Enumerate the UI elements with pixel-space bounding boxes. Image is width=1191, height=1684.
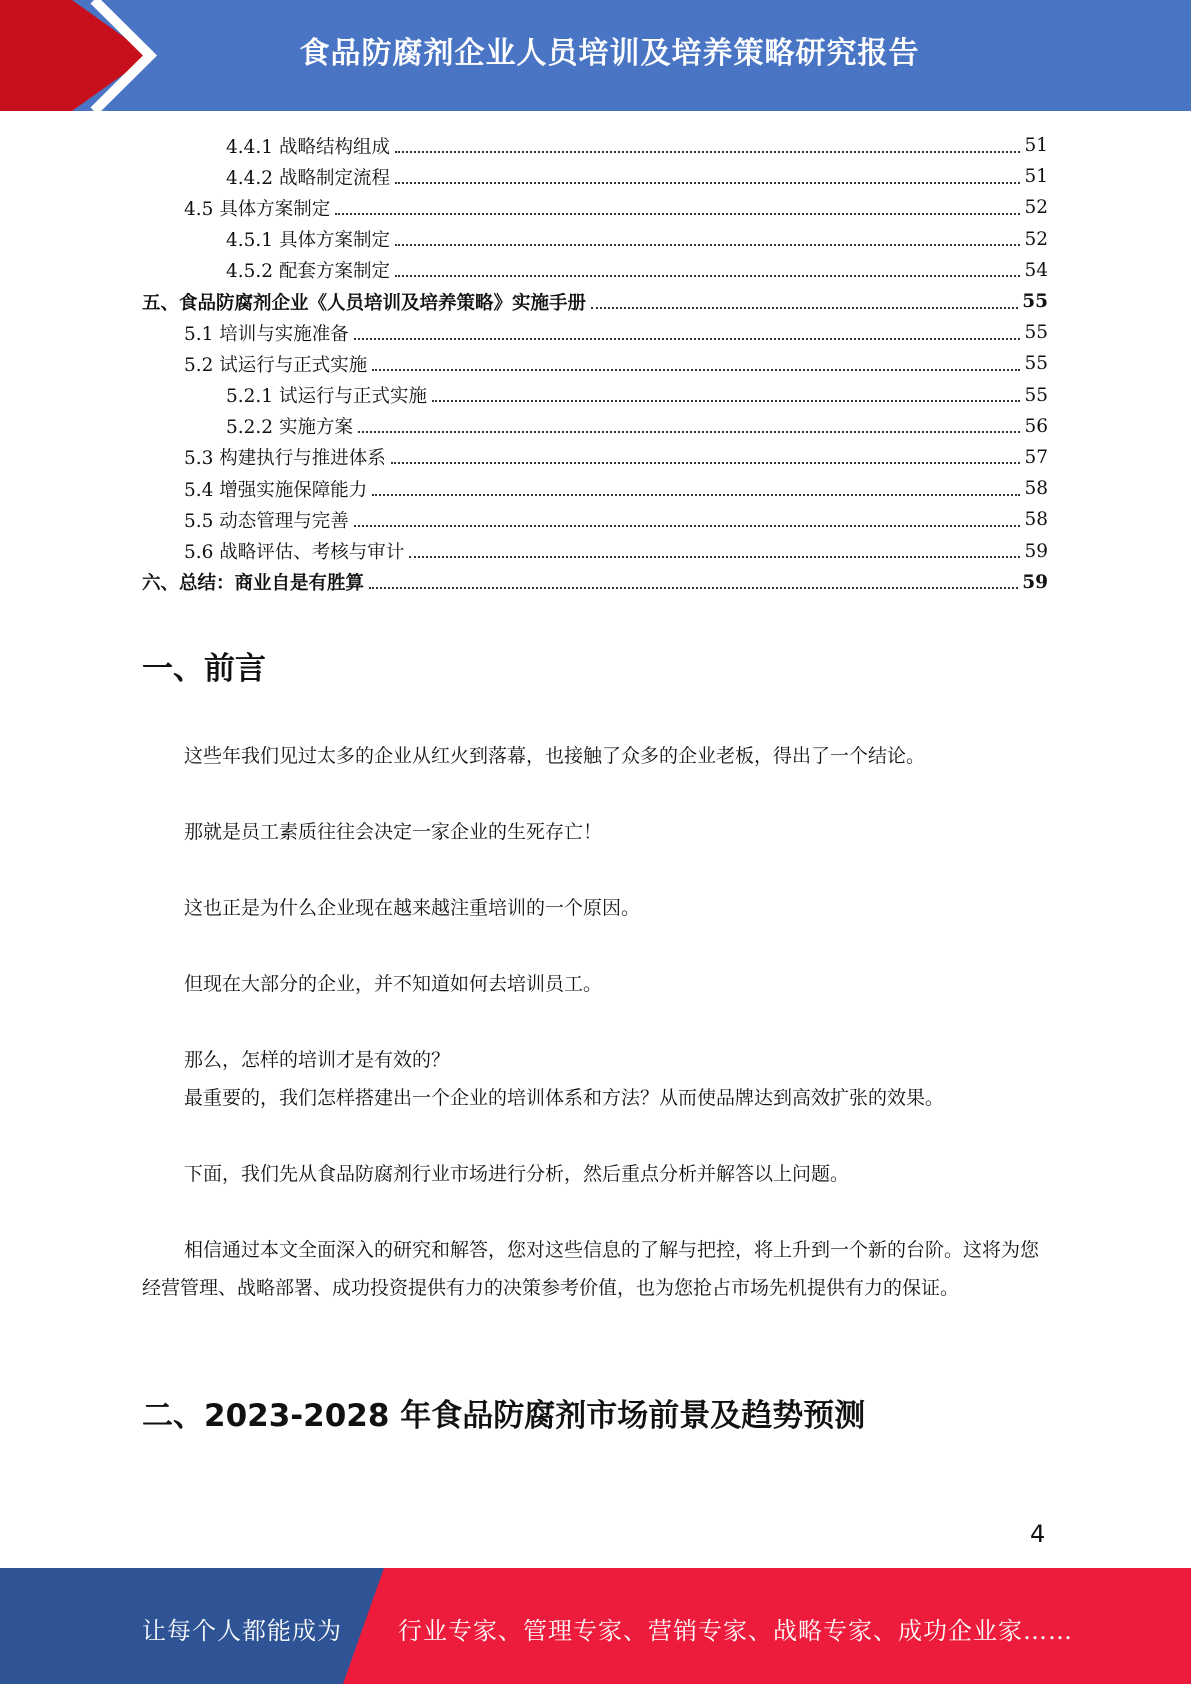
footer-slogan-right: 行业专家、管理专家、营销专家、战略专家、成功企业家…… [398,1617,1073,1645]
toc-entry-label: 4.4.1 战略结构组成 [226,133,393,159]
toc-entry-label: 5.1 培训与实施准备 [184,320,352,346]
section-heading-preface: 一、前言 [142,651,266,687]
toc-entry-label: 六、总结：商业自是有胜算 [142,569,367,595]
toc-entry[interactable] [142,255,1048,286]
toc-leader-dots [354,525,1021,527]
page-footer [0,1568,1191,1684]
toc-entry[interactable] [142,286,1048,317]
toc-entry[interactable] [142,411,1048,442]
paragraph: 这也正是为什么企业现在越来越注重培训的一个原因。 [184,897,641,919]
toc-entry-label: 5.2 试运行与正式实施 [184,351,370,377]
toc-entry-label: 4.5 具体方案制定 [184,195,333,221]
toc-entry[interactable] [142,161,1048,192]
toc-entry-page: 51 [1024,135,1048,157]
toc-entry-page: 52 [1024,197,1048,219]
toc-entry-page: 54 [1024,259,1048,281]
toc-entry-page: 56 [1024,415,1048,437]
toc-entry[interactable] [142,535,1048,566]
toc-entry[interactable] [142,473,1048,504]
toc-leader-dots [395,275,1020,277]
toc-entry-page: 55 [1024,384,1048,406]
section-heading-market-outlook: 二、2023-2028 年食品防腐剂市场前景及趋势预测 [142,1398,866,1434]
toc-entry[interactable] [142,348,1048,379]
toc-entry-label: 5.6 战略评估、考核与审计 [184,538,407,564]
toc-entry[interactable] [142,380,1048,411]
toc-leader-dots [409,556,1020,558]
toc-entry[interactable] [142,504,1048,535]
toc-entry-page: 55 [1024,322,1048,344]
toc-leader-dots [591,307,1018,309]
toc-entry-label: 4.4.2 战略制定流程 [226,164,393,190]
toc-entry-label: 5.4 增强实施保障能力 [184,476,370,502]
toc-entry[interactable] [142,130,1048,161]
toc-entry-label: 五、食品防腐剂企业《人员培训及培养策略》实施手册 [142,289,589,315]
paragraph: 相信通过本文全面深入的研究和解答，您对这些信息的了解与把控，将上升到一个新的台阶。这将为您经营管理、战略部署、成功投资提供有力的决策参考价值，也为您抢占市场先机提供有力的保证。 [142,1239,1040,1299]
page-number: 4 [1030,1520,1046,1548]
toc-entry[interactable] [142,192,1048,223]
toc-leader-dots [354,338,1021,340]
toc-entry-page: 51 [1024,166,1048,188]
toc-leader-dots [335,213,1020,215]
paragraph: 但现在大部分的企业，并不知道如何去培训员工。 [184,973,603,995]
toc-leader-dots [395,151,1020,153]
toc-leader-dots [432,400,1020,402]
paragraph: 这些年我们见过太多的企业从红火到落幕，也接触了众多的企业老板，得出了一个结论。 [184,745,926,767]
toc-entry-page: 55 [1022,291,1048,313]
toc-entry[interactable] [142,567,1048,598]
report-title: 食品防腐剂企业人员培训及培养策略研究报告 [299,36,920,71]
paragraph: 下面，我们先从食品防腐剂行业市场进行分析，然后重点分析并解答以上问题。 [184,1163,850,1185]
toc-entry-page: 59 [1024,540,1048,562]
toc-entry-label: 5.5 动态管理与完善 [184,507,352,533]
toc-leader-dots [391,462,1021,464]
toc-entry-page: 58 [1024,478,1048,500]
toc-leader-dots [395,244,1020,246]
paragraph: 那么，怎样的培训才是有效的？ [184,1049,451,1071]
toc-entry-page: 57 [1024,446,1048,468]
toc-entry-label: 4.5.1 具体方案制定 [226,226,393,252]
toc-leader-dots [358,431,1021,433]
toc-entry-page: 55 [1024,353,1048,375]
toc-entry-label: 5.2.2 实施方案 [226,413,356,439]
toc-leader-dots [369,587,1018,589]
toc-entry[interactable] [142,317,1048,348]
toc-leader-dots [372,494,1020,496]
toc-entry-label: 5.2.1 试运行与正式实施 [226,382,430,408]
toc-entry-page: 52 [1024,228,1048,250]
page-header [0,0,1191,111]
toc-entry-label: 5.3 构建执行与推进体系 [184,444,389,470]
paragraph: 那就是员工素质往往会决定一家企业的生死存亡！ [184,821,603,843]
toc-entry[interactable] [142,442,1048,473]
table-of-contents [142,130,1048,598]
toc-entry-page: 59 [1022,571,1048,593]
toc-leader-dots [372,369,1020,371]
paragraph: 最重要的，我们怎样搭建出一个企业的培训体系和方法？从而使品牌达到高效扩张的效果。 [184,1087,945,1109]
toc-entry[interactable] [142,224,1048,255]
toc-entry-page: 58 [1024,509,1048,531]
toc-entry-label: 4.5.2 配套方案制定 [226,257,393,283]
footer-slogan-left: 让每个人都能成为 [142,1617,342,1645]
toc-leader-dots [395,182,1020,184]
